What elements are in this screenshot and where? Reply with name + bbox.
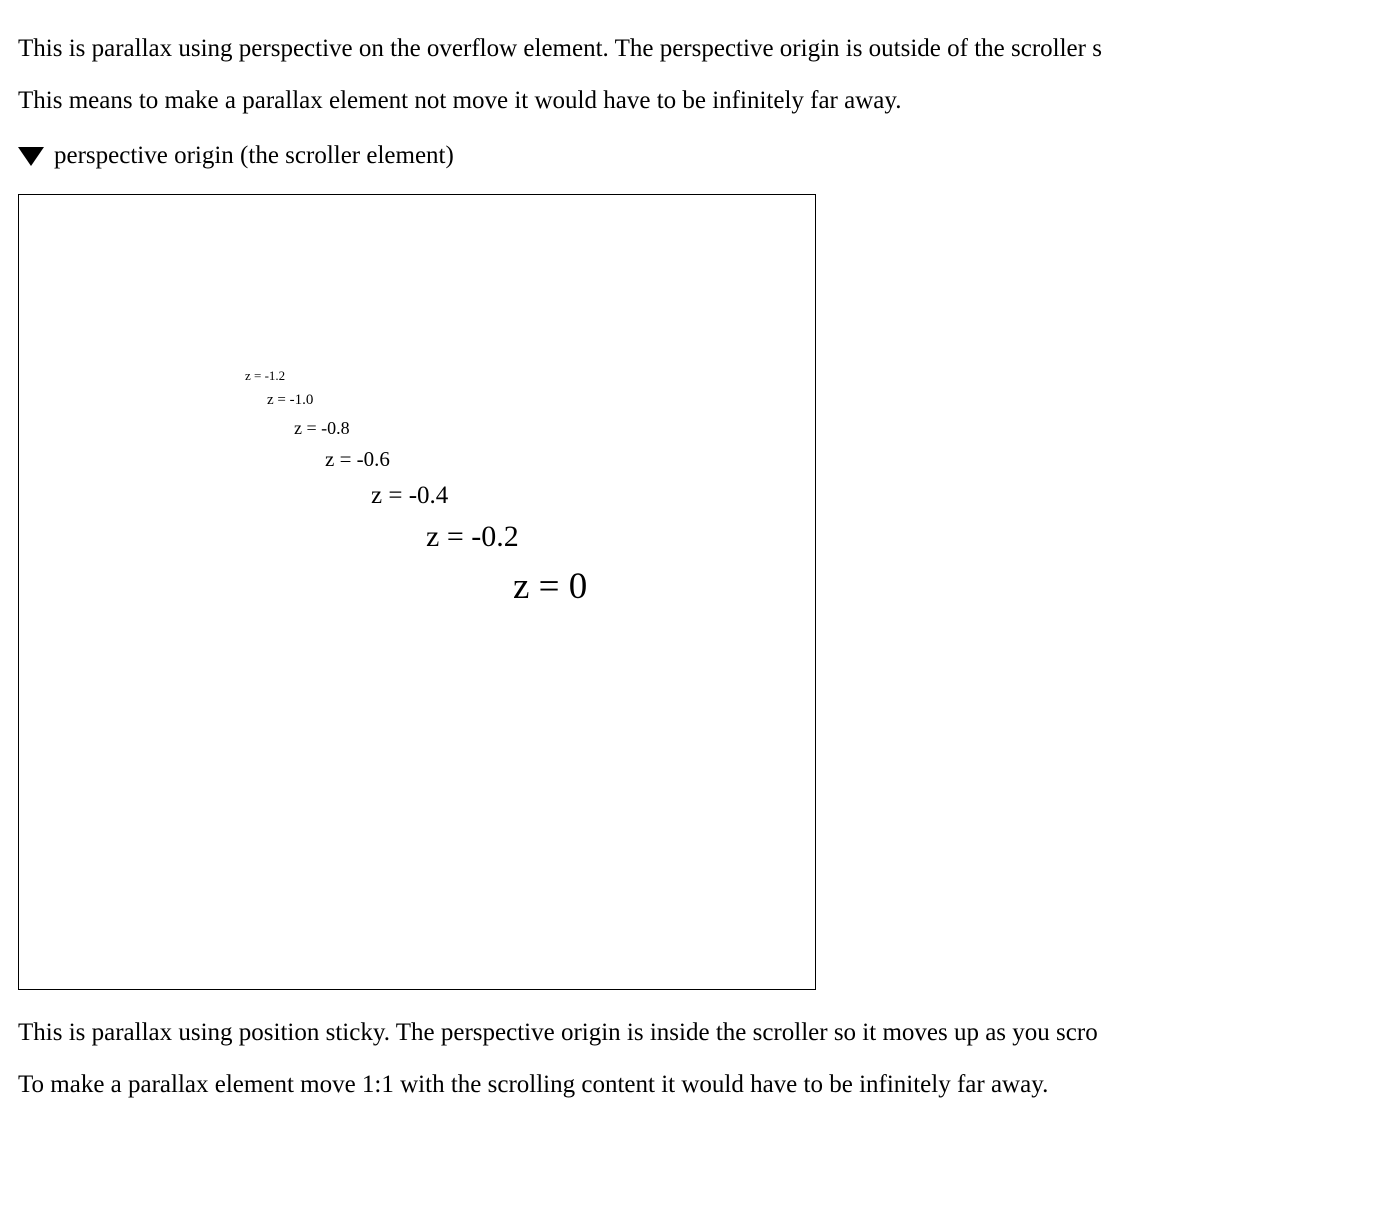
intro-paragraph-2: This means to make a parallax element not move it would have to be infinitely far away.	[18, 87, 902, 114]
perspective-origin-marker-row	[18, 113, 1392, 168]
z-layer-label: z = -1.0	[267, 392, 314, 408]
triangle-down-icon	[18, 147, 44, 166]
scroller-box[interactable]	[18, 194, 816, 990]
intro-paragraph-1: This is parallax using perspective on the overflow element. The perspective origin is outside of the scroller s	[18, 35, 1102, 62]
z-layer-label: z = -0.6	[325, 447, 390, 471]
after-paragraph-1: This is parallax using position sticky. The perspective origin is inside the scroller so it moves up as you scro	[18, 1019, 1098, 1046]
z-layer-label: z = 0	[513, 566, 588, 607]
z-layer-label: z = -0.2	[426, 520, 519, 553]
z-layer-label: z = -0.4	[371, 482, 449, 509]
after-paragraph-2: To make a parallax element move 1:1 with the scrolling content it would have to be infinitely far away.	[18, 1071, 1049, 1098]
z-layer-label: z = -1.2	[245, 368, 286, 383]
perspective-origin-label: perspective origin (the scroller element)	[54, 142, 454, 169]
z-layer-label: z = -0.8	[294, 418, 350, 438]
